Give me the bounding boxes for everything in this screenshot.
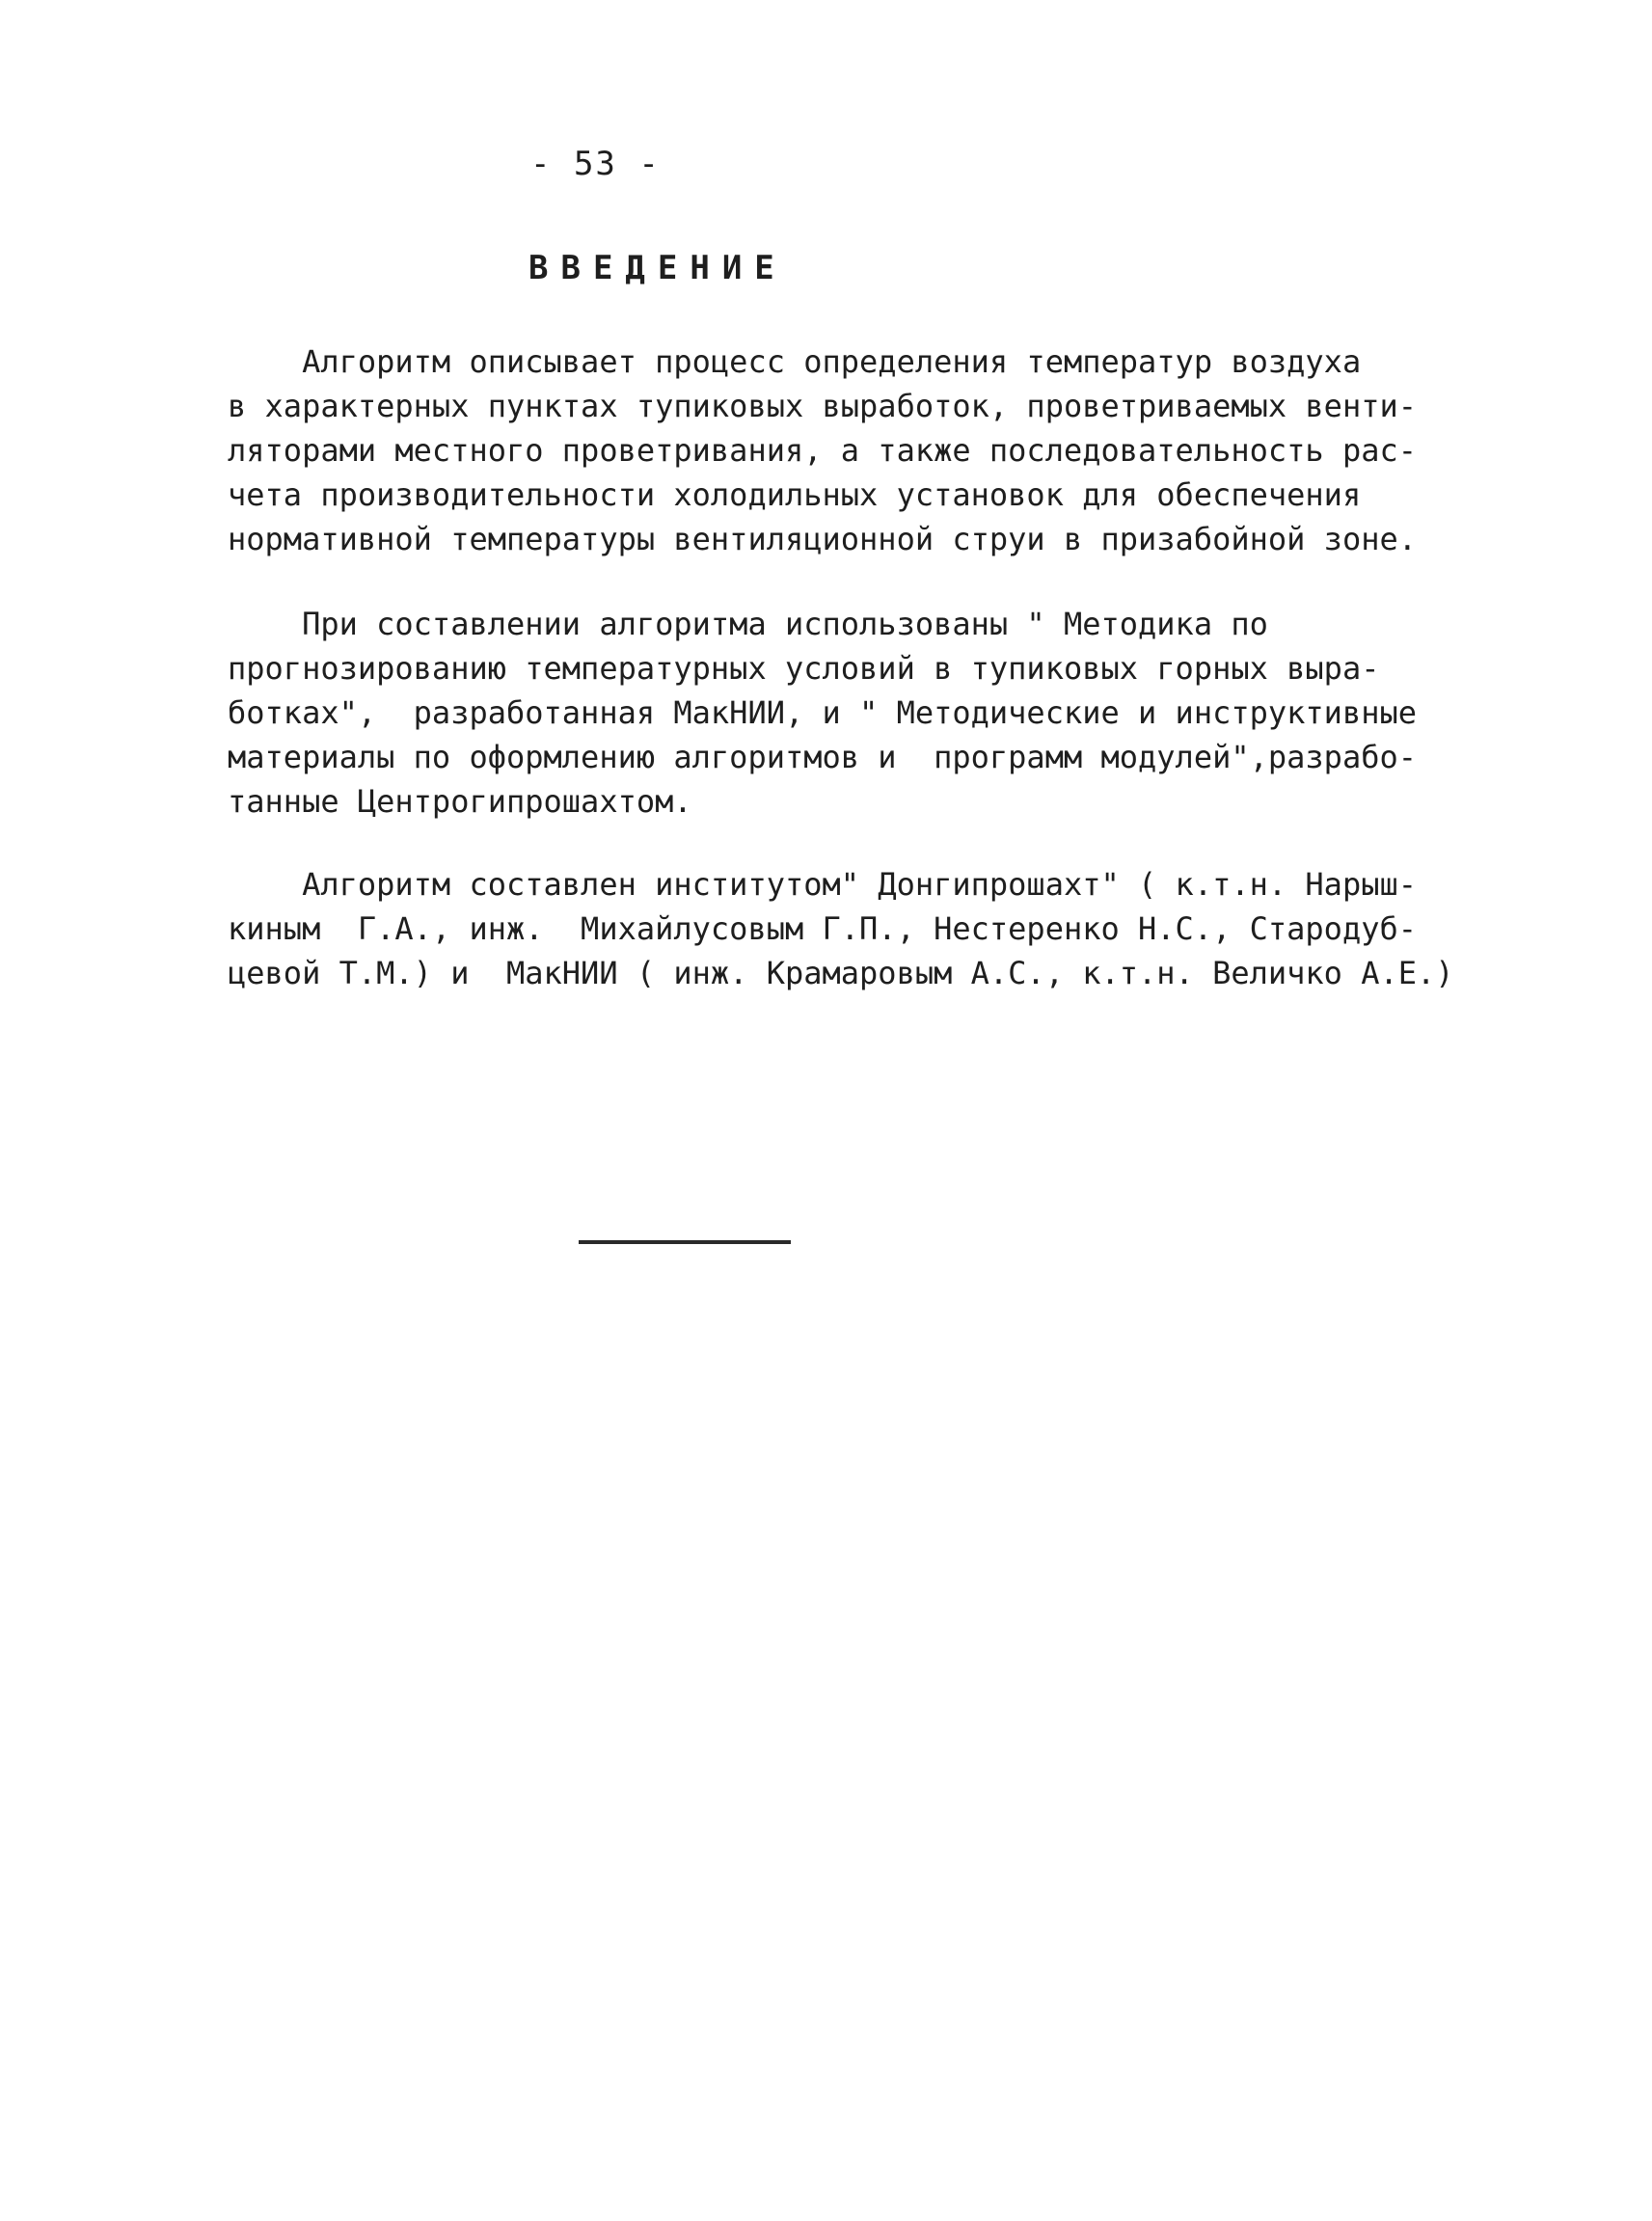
- paragraph-line: в характерных пунктах тупиковых выработок, проветриваемых венти-: [228, 388, 1417, 424]
- paragraph-line: Алгоритм описывает процесс определения температур воздуха: [228, 343, 1362, 380]
- paragraph-line: материалы по оформлению алгоритмов и программ модулей",разрабо-: [228, 739, 1417, 775]
- paragraph-authors: [228, 862, 1481, 995]
- paragraph-line: киным Г.А., инж. Михайлусовым Г.П., Нестеренко Н.С., Стародуб-: [228, 910, 1417, 947]
- paragraph-line: танные Центрогипрошахтом.: [228, 783, 692, 820]
- paragraph-line: Алгоритм составлен институтом" Донгипрошахт" ( к.т.н. Нарыш-: [228, 866, 1417, 903]
- paragraph-sources: [228, 602, 1481, 824]
- page-number: - 53 -: [530, 145, 661, 183]
- paragraph-line: цевой Т.М.) и МакНИИ ( инж. Крамаровым А.С., к.т.н. Величко А.Е.): [228, 955, 1454, 991]
- paragraph-line: прогнозированию температурных условий в тупиковых горных выра-: [228, 650, 1380, 687]
- paragraph-description: [228, 339, 1481, 561]
- paragraph-line: чета производительности холодильных установок для обеспечения: [228, 476, 1362, 513]
- paragraph-line: ботках", разработанная МакНИИ, и " Методические и инструктивные: [228, 694, 1417, 731]
- section-end-rule: [579, 1240, 791, 1244]
- section-title: ВВЕДЕНИЕ: [528, 249, 787, 287]
- paragraph-line: нормативной температуры вентиляционной струи в призабойной зоне.: [228, 521, 1417, 557]
- paragraph-line: При составлении алгоритма использованы " Методика по: [228, 606, 1268, 642]
- paragraph-line: ляторами местного проветривания, а также последовательность рас-: [228, 432, 1417, 469]
